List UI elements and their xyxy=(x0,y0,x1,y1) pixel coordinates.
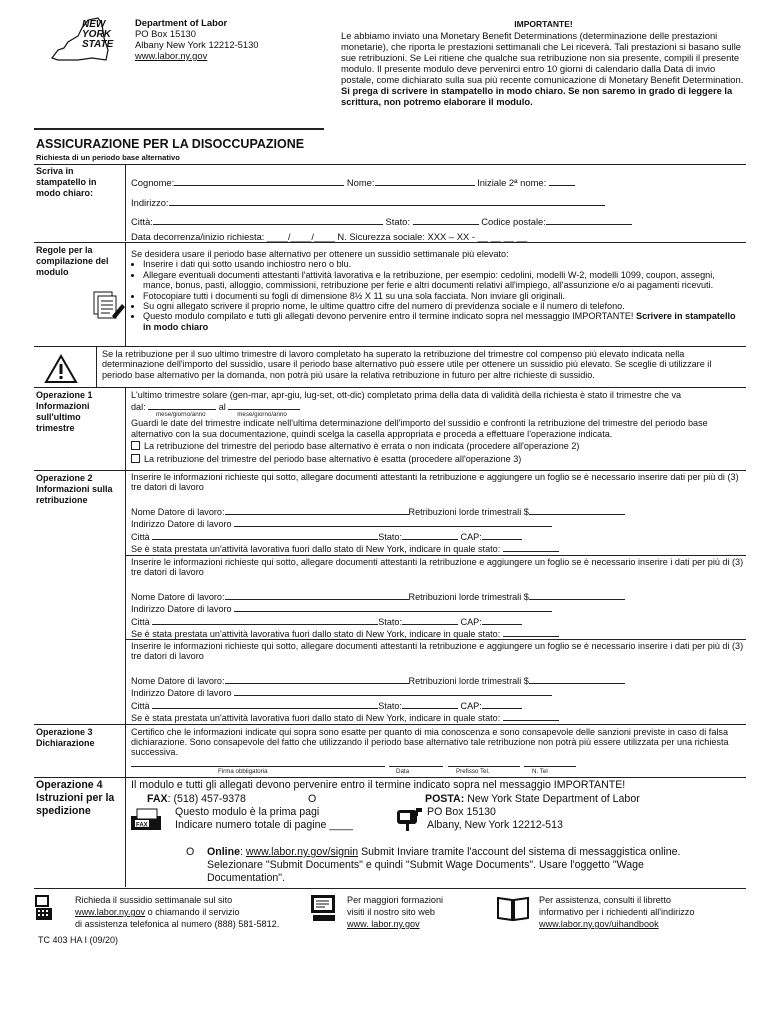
signature-caption: Firma obbligatoria xyxy=(218,768,268,775)
outside-ny-state-field[interactable] xyxy=(503,542,559,552)
start-date-field[interactable]: ____/____/____ xyxy=(267,231,335,242)
footer-col3-line2: informativo per i richiedenti all'indirizzo xyxy=(539,907,695,917)
employer-address-label: Indirizzo Datore di lavoro xyxy=(131,604,232,615)
quarter-start-date-field[interactable] xyxy=(148,400,216,410)
op1-label: Operazione 1 Informazioni sull'ultimo trimestre xyxy=(36,390,93,433)
employer-name-label: Nome Datore di lavoro: xyxy=(131,675,225,686)
employer-block xyxy=(131,472,746,554)
state-label: Stato: xyxy=(385,216,410,227)
wages-field[interactable] xyxy=(529,505,625,515)
employer-city-field[interactable] xyxy=(152,615,378,625)
address-row xyxy=(131,196,605,208)
op1-line1: L'ultimo trimestre solare (gen-mar, apr-giu, lug-set, ott-dic) completato prima della data di validità della richiesta è stato il trimestre che va xyxy=(131,390,682,400)
employer-state-field[interactable] xyxy=(402,699,458,709)
employer-state-label: Stato: xyxy=(378,616,402,627)
post-line1 xyxy=(425,793,640,806)
op1-content xyxy=(131,390,746,464)
or-text: O xyxy=(308,793,317,805)
zip-label: Codice postale: xyxy=(481,216,546,227)
employer-zip-label: CAP: xyxy=(460,531,482,542)
post-address-1: New York State Department of Labor xyxy=(467,793,640,805)
fax-page-count: Indicare numero totale di pagine ____ xyxy=(175,819,353,831)
op1-dal-label: dal: xyxy=(131,402,146,413)
footer-website-link[interactable]: www.labor.ny.gov xyxy=(75,907,146,917)
important-bold: Si prega di scrivere in stampatello in modo chiaro. Se non saremo in grado di leggere la scrittura, non potremo elaborare il modulo. xyxy=(341,85,733,107)
employer-zip-field[interactable] xyxy=(482,699,522,709)
rules-last-text: Questo modulo compilato e tutti gli allegati devono pervenire entro il termine indicato sopra nel messaggio IMPORTANTE! xyxy=(143,311,634,322)
surname-label: Cognome: xyxy=(131,177,175,188)
print-section-label: Scriva in stampatello in modo chiaro: xyxy=(36,166,97,198)
important-body: Le abbiamo inviato una Monetary Benefit Determinations (determinazione delle prestazioni monetarie), che riporta le prestazioni settimanali che Lei riceverà. Tali prestazioni si basano sulle sue retribuzioni. Se Lei ritiene che qualche sua retribuzione non sia presente, compili il presente modulo. Il presente modulo deve pervenirci entro 10 giorni di calendario dalla Data di invio postale, come dichiarato sulla sua più recente comunicazione di Monetary Benefit Determination. xyxy=(341,30,744,85)
rules-item: • Fotocopiare tutti i documenti su fogli di dimensione 8½ X 11 su una sola facciata. Non inviare gli originali. xyxy=(143,291,743,301)
footer-website-link-2[interactable]: www. labor.ny.gov xyxy=(347,919,420,929)
form-title: ASSICURAZIONE PER LA DISOCCUPAZIONE xyxy=(36,137,305,151)
computer-phone-icon xyxy=(33,893,59,928)
prefix-caption: Prefisso Tel. xyxy=(456,768,490,775)
fax-first-page: Questo modulo è la prima pagi xyxy=(175,806,320,818)
logo-text-york: YORK xyxy=(82,29,111,40)
employer-name-label: Nome Datore di lavoro: xyxy=(131,591,225,602)
footer-col-1 xyxy=(75,894,279,930)
surname-field[interactable] xyxy=(174,176,344,186)
address-label: Indirizzo: xyxy=(131,197,169,208)
state-field[interactable] xyxy=(413,215,479,225)
computer-monitor-icon xyxy=(309,893,339,928)
post-address-3: Albany, New York 12212-513 xyxy=(427,819,563,831)
wages-label: Retribuzioni lorde trimestrali $ xyxy=(408,591,529,602)
important-title: IMPORTANTE! xyxy=(514,19,573,29)
footer-col2-line2: visiti il nostro sito web xyxy=(347,907,435,917)
fax-icon-label: FAX xyxy=(136,822,148,829)
wages-label: Retribuzioni lorde trimestrali $ xyxy=(408,675,529,686)
employer-city-label: Città xyxy=(131,531,150,542)
date-hint-start: mese/giorno/anno xyxy=(156,411,206,419)
quarter-end-date-field[interactable] xyxy=(228,400,300,410)
footer-col3-line1: Per assistenza, consulti il libretto xyxy=(539,895,671,905)
wage-correct-checkbox[interactable] xyxy=(131,454,140,463)
employer-city-field[interactable] xyxy=(152,699,378,709)
employer-address-field[interactable] xyxy=(234,686,552,696)
employer-city-label: Città xyxy=(131,700,150,711)
zip-field[interactable] xyxy=(546,215,632,225)
city-field[interactable] xyxy=(153,215,383,225)
footer-col1-line2: o chiamando il servizio xyxy=(147,907,240,917)
employer-address-label: Indirizzo Datore di lavoro xyxy=(131,688,232,699)
wages-field[interactable] xyxy=(529,674,625,684)
employer-name-label: Nome Datore di lavoro: xyxy=(131,506,225,517)
date-hint-end: mese/giorno/anno xyxy=(237,411,287,419)
open-book-icon xyxy=(496,894,530,927)
post-label: POSTA: xyxy=(425,793,465,805)
city-label: Città: xyxy=(131,216,153,227)
warning-text: Se la retribuzione per il suo ultimo trimestre di lavoro completato ha superato la retribuzione del trimestre col compenso più elevato indicata nella determinazione dell'importo del sussidio, usare il periodo base alternativo può essere utile per ottenere un sussidio più elevato. Se sceglie di utilizzare il periodo base alternativo per la domanda, non potrà più usare la relativa retribuzione in futuro per altre richieste di sussidio. xyxy=(102,349,712,380)
employer-block xyxy=(131,557,746,639)
footer-col-2 xyxy=(347,894,443,930)
employer-state-label: Stato: xyxy=(378,531,402,542)
date-ssn-row xyxy=(131,231,527,242)
employer-address-label: Indirizzo Datore di lavoro xyxy=(131,519,232,530)
date-caption: Data xyxy=(396,768,410,775)
employer-city-field[interactable] xyxy=(152,530,378,540)
footer-col-3 xyxy=(539,894,694,930)
rules-last-bold: Scrivere in stampatello in modo chiaro xyxy=(143,311,736,332)
op3-text: Certifico che le informazioni indicate qui sopra sono esatte per quanto di mia conoscenza e sono consapevole delle sanzioni previste in caso di falsa dichiarazione. Sono consapevole del fatto che utilizzando il periodo base alternativo tale retribuzione non potrà più essere utilizzata per una richiesta successiva. xyxy=(131,727,729,758)
fax-machine-icon xyxy=(130,808,164,837)
op2-label: Operazione 2 Informazioni sulla retribuzione xyxy=(36,473,113,505)
outside-ny-label: Se è stata prestata un'attività lavorativa fuori dallo stato di New York, indicare in quale stato: xyxy=(131,544,501,555)
initial-label: Iniziale 2ª nome: xyxy=(477,177,547,188)
rules-item: • Allegare eventuali documenti attestanti l'attività lavorativa e la retribuzione, per esempio: cedolini, modelli W-2, modelli 1099, coupon, assegni, mance, bonus, pasti, alloggio, commissioni, retribuzione per ferie e altri documenti relativi all'impiego, all'assunzione e/o ai pagamenti ricevuti. xyxy=(143,270,743,291)
employer-name-field[interactable] xyxy=(225,674,409,684)
ny-state-logo xyxy=(48,14,128,64)
start-date-label: Data decorrenza/inizio richiesta: xyxy=(131,231,265,242)
employer-city-label: Città xyxy=(131,616,150,627)
online-label: Online xyxy=(207,846,240,858)
op3-label: Operazione 3 Dichiarazione xyxy=(36,727,95,748)
outside-ny-state-field[interactable] xyxy=(503,627,559,637)
online-signin-link[interactable]: www.labor.ny.gov/signin xyxy=(245,846,359,858)
footer-col1-line1: Richieda il sussidio settimanale sul sito xyxy=(75,895,233,905)
op1-line2: Guardi le date del trimestre indicate nell'ultima determinazione dell'importo del sussidio e confronti la retribuzione del trimestre del periodo base alternativo con la sua documentazione, quindi scelga la casella appropriata e proceda a effettuare l'operazione indicata. xyxy=(131,418,708,439)
dept-address-2: Albany New York 12212-5130 xyxy=(135,39,259,50)
employer-block xyxy=(131,641,746,723)
op1-option-correct: La retribuzione del trimestre del periodo base alternativo è esatta (procedere all'operazione 3) xyxy=(144,453,522,464)
form-id: TC 403 HA I (09/20) xyxy=(38,935,119,945)
footer-col2-line1: Per maggiori formazioni xyxy=(347,895,444,905)
footer-handbook-link[interactable]: www.labor.ny.gov/uihandbook xyxy=(539,919,659,929)
employer-address-field[interactable] xyxy=(234,517,552,527)
phone-caption: N. Tel xyxy=(532,768,548,775)
wages-label: Retribuzioni lorde trimestrali $ xyxy=(408,506,529,517)
rules-item: • Su ogni allegato scrivere il proprio nome, le ultime quattro cifre del numero di previdenza sociale e il numero di telefono. xyxy=(143,301,743,311)
employer-name-field[interactable] xyxy=(225,505,409,515)
dept-website-link[interactable]: www.labor.ny.gov xyxy=(135,50,208,61)
name-field[interactable] xyxy=(375,176,475,186)
prefix-line[interactable] xyxy=(448,766,520,767)
employer-state-label: Stato: xyxy=(378,700,402,711)
outside-ny-state-field[interactable] xyxy=(503,711,559,721)
ssn-label[interactable]: N. Sicurezza sociale: XXX – XX - __ __ __ __ xyxy=(337,231,528,242)
online-instructions: Online: www.labor.ny.gov/signin Submit Inviare tramite l'account del sistema di messaggistica online. Selezionare "Submit Documents" e quindi "Submit Wage Documents". Usare l'oggetto "Wage Documentation". xyxy=(207,846,681,884)
city-row xyxy=(131,215,632,227)
employer-intro: Inserire le informazioni richieste qui sotto, allegare documenti attestanti la retribuzione e aggiungere un foglio se è necessario inserire i dati per più di (3) tre datori di lavoro xyxy=(131,641,744,662)
rules-item-last xyxy=(143,311,743,332)
op1-al-label: al xyxy=(218,402,226,413)
outside-ny-label: Se è stata prestata un'attività lavorativa fuori dallo stato di New York, indicare in quale stato: xyxy=(131,629,501,640)
employer-state-field[interactable] xyxy=(402,530,458,540)
date-line[interactable] xyxy=(389,766,443,767)
online-bullet: O xyxy=(186,846,195,858)
document-edit-icon xyxy=(92,290,126,325)
dept-name: Department of Labor xyxy=(135,17,228,28)
op4-intro: Il modulo e tutti gli allegati devono pervenire entro il termine indicato sopra nel messaggio IMPORTANTE! xyxy=(131,779,626,791)
rules-intro: Se desidera usare il periodo base alternativo per ottenere un sussidio settimanale più elevato: xyxy=(131,249,509,259)
op1-option-incorrect: La retribuzione del trimestre del periodo base alternativo è errata o non indicata (procedere all'operazione 2) xyxy=(144,441,580,452)
fax-number: : (518) 457-9378 xyxy=(167,793,246,805)
fax-label: FAX xyxy=(147,793,168,805)
warning-icon xyxy=(44,354,78,389)
employer-zip-label: CAP: xyxy=(460,700,482,711)
online-text: Submit Inviare tramite l'account del sistema di messaggistica online. Selezionare "Submit Documents" e quindi "Submit Wage Documents". Usare l'oggetto "Wage Documentation". xyxy=(207,846,681,884)
name-label: Nome: xyxy=(346,177,375,188)
wages-field[interactable] xyxy=(529,590,625,600)
rules-item: • Inserire i dati qui sotto usando inchiostro nero o blu. xyxy=(143,259,743,269)
employer-intro: Inserire le informazioni richieste qui sotto, allegare documenti attestanti la retribuzione e aggiungere un foglio se è necessario inserire i dati per più di (3) tre datori di lavoro xyxy=(131,557,744,578)
fax-line xyxy=(147,793,246,806)
mailbox-icon xyxy=(394,806,424,837)
employer-address-field[interactable] xyxy=(234,602,552,612)
wage-incorrect-checkbox[interactable] xyxy=(131,441,140,450)
logo-text-new: NEW xyxy=(82,19,106,30)
phone-line[interactable] xyxy=(524,766,576,767)
post-address-2: PO Box 15130 xyxy=(427,806,496,818)
signature-line[interactable] xyxy=(131,766,385,767)
employer-intro: Inserire le informazioni richieste qui sotto, allegare documenti attestanti la retribuzione e aggiungere un foglio se è necessario inserire dati per più di (3) tre datori di lavoro xyxy=(131,472,739,493)
logo-text-state: STATE xyxy=(82,39,114,50)
employer-zip-field[interactable] xyxy=(482,615,522,625)
outside-ny-label: Se è stata prestata un'attività lavorativa fuori dallo stato di New York, indicare in quale stato: xyxy=(131,713,501,724)
employer-zip-label: CAP: xyxy=(460,616,482,627)
rules-label: Regole per la compilazione del modulo xyxy=(36,245,109,277)
employer-state-field[interactable] xyxy=(402,615,458,625)
surname-row xyxy=(131,176,575,188)
rules-list xyxy=(131,249,743,332)
dept-address-1: PO Box 15130 xyxy=(135,28,196,39)
initial-field[interactable] xyxy=(549,176,575,186)
form-subtitle: Richiesta di un periodo base alternativo xyxy=(36,153,180,162)
important-notice xyxy=(341,19,746,107)
address-field[interactable] xyxy=(169,196,605,206)
employer-zip-field[interactable] xyxy=(482,530,522,540)
employer-name-field[interactable] xyxy=(225,590,409,600)
footer-col1-line3: di assistenza telefonica al numero (888) 581-5812. xyxy=(75,919,280,929)
op4-label: Operazione 4 Istruzioni per la spedizione xyxy=(36,779,115,817)
